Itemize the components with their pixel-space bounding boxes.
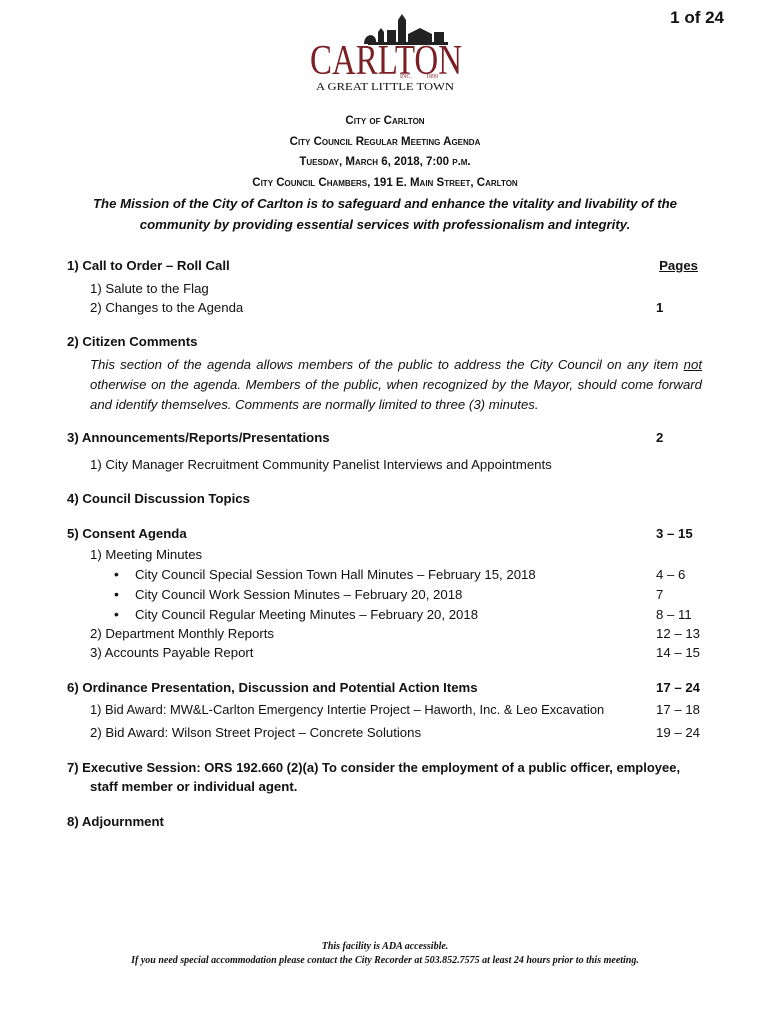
section-5-pages: 3 – 15 <box>656 526 693 541</box>
section-5-bullet-1: City Council Special Session Town Hall Minutes – February 15, 2018 <box>135 567 536 582</box>
agenda-header <box>0 111 770 193</box>
section-6-item-2-pages: 19 – 24 <box>656 725 700 740</box>
section-5-bullet-3-pages: 8 – 11 <box>656 607 692 622</box>
section-6-item-1: 1) Bid Award: MW&L-Carlton Emergency Intertie Project – Haworth, Inc. & Leo Excavation <box>90 702 605 717</box>
section-1-item-1: 1) Salute to the Flag <box>90 281 209 296</box>
section-1-item-2: 2) Changes to the Agenda <box>90 300 244 315</box>
section-6-pages: 17 – 24 <box>656 680 700 695</box>
pages-column-header: Pages <box>659 258 698 273</box>
section-7-line-2: staff member or individual agent. <box>90 779 298 794</box>
section-5-item-2-pages: 12 – 13 <box>656 626 700 641</box>
logo-year: 1899 <box>426 74 438 80</box>
section-5-item-2: 2) Department Monthly Reports <box>90 626 274 641</box>
section-1-title: 1) Call to Order – Roll Call <box>67 258 230 273</box>
bullet-icon: • <box>114 606 119 622</box>
section-5-bullet-3: City Council Regular Meeting Minutes – February 20, 2018 <box>135 607 479 622</box>
citizen-comments-text: This section of the agenda allows members of the public to address the City Council on any item not otherwise on the agenda. Members of the public, when recognized by the Mayor, should come forward and identify themselves. Comments are normally limited to three (3) minutes. <box>90 357 702 412</box>
section-6-item-1-pages: 17 – 18 <box>656 702 700 717</box>
header-line-3: Tuesday, March 6, 2018, 7:00 p.m. <box>299 156 471 168</box>
section-3-title: 3) Announcements/Reports/Presentations <box>67 430 330 445</box>
header-line-1: City of Carlton <box>345 115 425 127</box>
section-5-title: 5) Consent Agenda <box>67 526 187 541</box>
page-indicator: 1 of 24 <box>670 8 724 27</box>
bullet-icon: • <box>114 586 119 602</box>
section-3-pages: 2 <box>656 430 664 445</box>
section-5-bullet-1-pages: 4 – 6 <box>656 567 686 582</box>
carlton-logo <box>308 14 466 94</box>
section-5-item-3: 3) Accounts Payable Report <box>90 645 254 660</box>
section-5-item-1: 1) Meeting Minutes <box>90 547 203 562</box>
bullet-icon: • <box>114 566 119 582</box>
logo-tagline: A GREAT LITTLE TOWN <box>316 82 454 93</box>
header-line-4: City Council Chambers, 191 E. Main Street, Carlton <box>252 176 518 189</box>
section-3-item-1: 1) City Manager Recruitment Community Panelist Interviews and Appointments <box>90 457 552 472</box>
section-2-title: 2) Citizen Comments <box>67 334 198 349</box>
section-4-title: 4) Council Discussion Topics <box>67 491 250 506</box>
section-5-item-3-pages: 14 – 15 <box>656 645 700 660</box>
section-7-line-1: 7) Executive Session: ORS 192.660 (2)(a) To consider the employment of a public officer, employee, <box>67 760 681 775</box>
logo-wordmark: CARLTON <box>310 38 462 84</box>
header-line-2: City Council Regular Meeting Agenda <box>289 135 481 148</box>
section-5-bullet-2-pages: 7 <box>656 587 664 602</box>
section-6-item-2: 2) Bid Award: Wilson Street Project – Concrete Solutions <box>90 725 422 740</box>
logo-inc: INC. <box>400 74 412 80</box>
section-8-title: 8) Adjournment <box>67 814 164 829</box>
section-1-item-2-pages: 1 <box>656 300 664 315</box>
footer-ada-notice: This facility is ADA accessible. <box>321 941 449 952</box>
mission-statement: The Mission of the City of Carlton is to safeguard and enhance the vitality and livability of the community by providing essential services with professionalism and integrity. <box>93 196 677 232</box>
section-6-title: 6) Ordinance Presentation, Discussion and Potential Action Items <box>67 680 478 695</box>
footer-accommodation-notice: If you need special accommodation please contact the City Recorder at 503.852.7575 at least 24 hours prior to this meeting. <box>131 955 639 966</box>
section-5-bullet-2: City Council Work Session Minutes – February 20, 2018 <box>135 587 463 602</box>
